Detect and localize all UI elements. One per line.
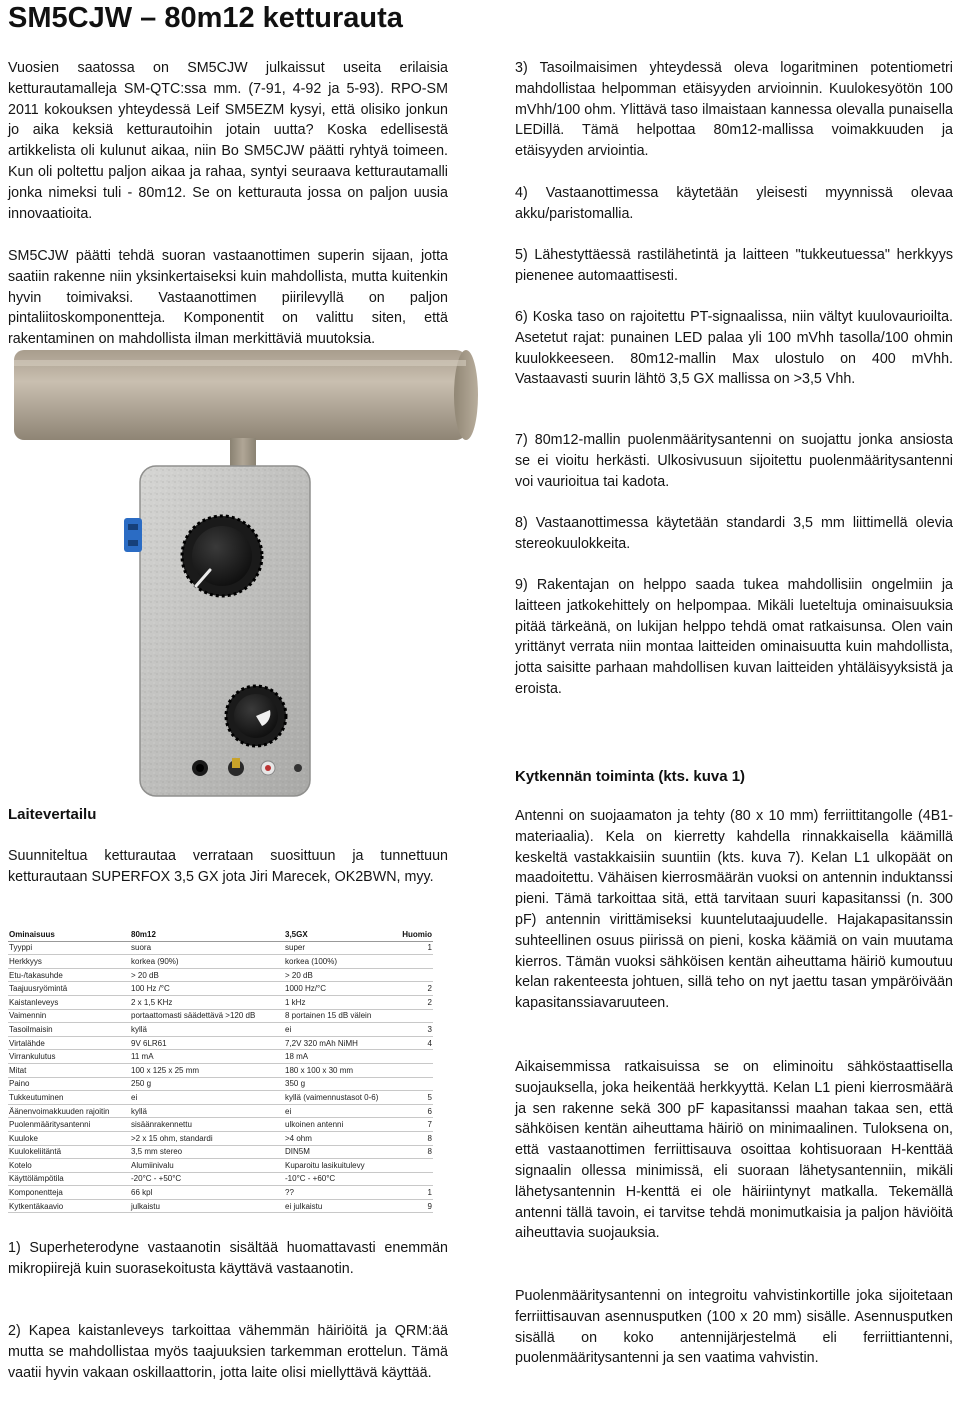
table-cell: 2 bbox=[396, 995, 433, 1009]
column-header: Huomio bbox=[396, 928, 433, 941]
table-cell: 1 kHz bbox=[284, 995, 396, 1009]
table-row bbox=[8, 1159, 433, 1173]
table-cell bbox=[396, 1077, 433, 1091]
circuit-paragraph-2: Aikaisemmissa ratkaisuissa se on eliminoitu sähköstaattisella suojauksella, joka heikentää herkkyyttä. Kelan L1 pieni kierrosmäärä ja sen rakenne sekä 300 pF kapasitanssi maahan takaa sen, että sähköisen kentän aiheuttama häiriö on minimaalinen. Tuloksena on, että vastaanottimen ferriittisauva osoittaa kohtisuoraan H-kenttää signaalin ollessa minimissä, eli suoraan lähetysantenniin, mikäli lähetysantennin H-kenttä ei ole häiriintynyt matkalla. Tekemällä antenni tällä tavoin, ei tarvitse tehdä monimutkaisia ja paljon häviöitä aiheuttavia suojauksia. bbox=[515, 1059, 953, 1242]
note-6: 6) Koska taso on rajoitettu PT-signaalissa, niin vältyt kuulovaurioilta. Asetetut rajat: punainen LED palaa yli 100 mVhh tasolla/100 ohmin kuulokkeeseen. 80m12-mallin Max ulostulo on 400 mVhh. Vastaavasti suurin lähtö 3,5 GX mallissa on >3,5 Vhh. bbox=[515, 309, 953, 388]
table-cell: 1 bbox=[396, 941, 433, 955]
table-cell: 3 bbox=[396, 1023, 433, 1037]
note-1: 1) Superheterodyne vastaanotin sisältää huomattavasti enemmän mikropiirejä kuin suorasekoitusta käyttävä vastaanotin. bbox=[8, 1240, 448, 1277]
table-cell: julkaistu bbox=[130, 1199, 284, 1213]
table-row bbox=[8, 1131, 433, 1145]
comparison-heading: Laitevertailu bbox=[8, 806, 97, 823]
circuit-paragraph-3: Puolenmääritysantenni on integroitu vahvistinkortille joka sijoitetaan ferriittisauvan asennusputken (100 x 20 mm) sisälle. Asennusputken sisällä on koko antennijärjestelmä eli ferriittiantenni, puolenmääritysantenni ja sen vaatima vahvistin. bbox=[515, 1288, 953, 1367]
table-cell: 8 bbox=[396, 1131, 433, 1145]
table-cell: 7,2V 320 mAh NiMH bbox=[284, 1036, 396, 1050]
table-cell: 2 x 1,5 KHz bbox=[130, 995, 284, 1009]
table-cell: Paino bbox=[8, 1077, 130, 1091]
note-7: 7) 80m12-mallin puolenmääritysantenni on suojattu jonka ansiosta se ei vioitu herkästi. Ulkosivusuun sijoitettu puolenmääritysantenni voi vaurioitua tai kadota. bbox=[515, 432, 953, 490]
receiver-paragraph: SM5CJW päätti tehdä suoran vastaanottimen superin sijaan, jotta saatiin rakenne niin yksinkertaiseksi kuin mahdollista, mutta kuitenkin hyvin toimivaksi. Vastaanottimen piirilevyllä on paljon pintaliitoskomponentteja. Komponentit on valittu siten, että rakentaminen on mahdollista ilman merkittäviä muutoksia. bbox=[8, 248, 448, 348]
table-cell: kyllä (vaimennustasot 0-6) bbox=[284, 1091, 396, 1105]
tube-mount bbox=[230, 438, 256, 470]
table-row bbox=[8, 1172, 433, 1186]
table-header-row bbox=[8, 928, 433, 941]
table-cell: >2 x 15 ohm, standardi bbox=[130, 1131, 284, 1145]
table-cell: 9V 6LR61 bbox=[130, 1036, 284, 1050]
table-row bbox=[8, 995, 433, 1009]
table-cell: 9 bbox=[396, 1199, 433, 1213]
intro-paragraph: Vuosien saatossa on SM5CJW julkaissut useita erilaisia ketturautamalleja SM-QTC:ssa mm. (7-91, 4-92 ja 5-93). RPO-SM 2011 kokouksen yhteydessä Leif SM5EZM kysyi, että olisiko jonkun jo aika keksiä ketturautoihin jotain uutta? Koska edellisestä artikkelista oli kulunut aikaa, niin Bo SM5CJW päätti ryhtyä toimeen. Kun oli poltettu paljon aikaa ja rahaa, syntyi seuraava ketturautamalli jonka nimeksi tuli - 80m12. Se on ketturauta jossa on paljon uusia innovaatioita. bbox=[8, 60, 448, 222]
table-cell: ei bbox=[130, 1091, 284, 1105]
table-cell: Tukkeutuminen bbox=[8, 1091, 130, 1105]
column-header: 80m12 bbox=[130, 928, 284, 941]
table-row bbox=[8, 941, 433, 955]
table-cell: -10°C - +60°C bbox=[284, 1172, 396, 1186]
table-cell: 8 portainen 15 dB välein bbox=[284, 1009, 396, 1023]
table-cell: Virtalähde bbox=[8, 1036, 130, 1050]
table-cell: Herkkyys bbox=[8, 955, 130, 969]
note-2: 2) Kapea kaistanleveys tarkoittaa vähemmän häiriöitä ja QRM:ää mutta se mahdollistaa myös taajuuksien tarkemman erottelun. Tämä vaatii hyvin vakaan oskillaattorin, jotta laite olisi miellyttävä käyttää. bbox=[8, 1323, 448, 1381]
table-cell: 3,5 mm stereo bbox=[130, 1145, 284, 1159]
table-row bbox=[8, 1186, 433, 1200]
table-cell: kyllä bbox=[130, 1023, 284, 1037]
table-cell: Äänenvoimakkuuden rajoitin bbox=[8, 1104, 130, 1118]
table-cell: sisäänrakennettu bbox=[130, 1118, 284, 1132]
table-cell: Kaistanleveys bbox=[8, 995, 130, 1009]
table-cell: 6 bbox=[396, 1104, 433, 1118]
table-row bbox=[8, 1118, 433, 1132]
column-header: 3,5GX bbox=[284, 928, 396, 941]
table-cell: 1000 Hz/°C bbox=[284, 982, 396, 996]
table-cell bbox=[396, 1063, 433, 1077]
table-cell: ulkoinen antenni bbox=[284, 1118, 396, 1132]
table-row bbox=[8, 1036, 433, 1050]
table-cell: Kotelo bbox=[8, 1159, 130, 1173]
table-cell: 11 mA bbox=[130, 1050, 284, 1064]
attenuator-knob bbox=[182, 516, 262, 596]
table-cell: Käyttölämpötila bbox=[8, 1172, 130, 1186]
table-cell: ?? bbox=[284, 1186, 396, 1200]
table-cell: 2 bbox=[396, 982, 433, 996]
table-cell: 7 bbox=[396, 1118, 433, 1132]
comparison-intro: Suunniteltua ketturautaa verrataan suosittuun ja tunnettuun ketturautaan SUPERFOX 3,5 GX jota Jiri Marecek, OK2BWN, myy. bbox=[8, 848, 448, 885]
table-cell: -20°C - +50°C bbox=[130, 1172, 284, 1186]
table-cell: Etu-/takasuhde bbox=[8, 968, 130, 982]
table-cell: Vaimennin bbox=[8, 1009, 130, 1023]
note-3: 3) Tasoilmaisimen yhteydessä oleva logaritminen potentiometri mahdollistaa helpomman etäisyyden arvioinnin. Kuulokesyötön 100 mVhh/100 ohm. Ylittävä taso ilmaistaan kannessa olevalla punaisella LEDillä. Tämä helpottaa 80m12-mallissa voimakkuuden ja etäisyyden arviointia. bbox=[515, 60, 953, 160]
column-header: Ominaisuus bbox=[8, 928, 130, 941]
table-row bbox=[8, 1091, 433, 1105]
note-4: 4) Vastaanottimessa käytetään yleisesti myynnissä olevaa akku/paristomallia. bbox=[515, 185, 953, 222]
table-cell: 18 mA bbox=[284, 1050, 396, 1064]
note-9: 9) Rakentajan on helppo saada tukea mahdollisiin ongelmiin ja laitteen jatkokehittely on helpompaa. Mikäli lueteltuja ominaisuuksia pitää tärkeänä, on lukijan helppo tehdä omat ratkaisunsa. Olen vain yrittänyt verrata niin montaa laitteiden ominaisuutta kuin mahdollista, jotta saisitte parhaan mahdollisen kuvan laitteiden yhtäläisyyksistä ja eroista. bbox=[515, 577, 953, 697]
table-cell: portaattomasti säädettävä >120 dB bbox=[130, 1009, 284, 1023]
table-cell: ei julkaistu bbox=[284, 1199, 396, 1213]
table-row bbox=[8, 1050, 433, 1064]
table-cell: 66 kpl bbox=[130, 1186, 284, 1200]
table-cell: 5 bbox=[396, 1091, 433, 1105]
table-cell: 1 bbox=[396, 1186, 433, 1200]
table-cell: Tyyppi bbox=[8, 941, 130, 955]
table-row bbox=[8, 955, 433, 969]
table-row bbox=[8, 1009, 433, 1023]
table-cell bbox=[396, 955, 433, 969]
table-cell: Mitat bbox=[8, 1063, 130, 1077]
table-cell: Tasoilmaisin bbox=[8, 1023, 130, 1037]
table-cell: korkea (90%) bbox=[130, 955, 284, 969]
circuit-heading: Kytkennän toiminta (kts. kuva 1) bbox=[515, 768, 746, 785]
table-cell: DIN5M bbox=[284, 1145, 396, 1159]
table-cell: Alumiinivalu bbox=[130, 1159, 284, 1173]
table-cell: >4 ohm bbox=[284, 1131, 396, 1145]
table-cell: kyllä bbox=[130, 1104, 284, 1118]
note-8: 8) Vastaanottimessa käytetään standardi 3,5 mm liittimellä olevia stereokuulokkeita. bbox=[515, 515, 953, 552]
antenna-tube bbox=[14, 350, 478, 440]
table-row bbox=[8, 1063, 433, 1077]
table-cell: suora bbox=[130, 941, 284, 955]
table-cell: Kytkentäkaavio bbox=[8, 1199, 130, 1213]
table-cell: Kuulokeliitäntä bbox=[8, 1145, 130, 1159]
table-cell bbox=[396, 968, 433, 982]
table-cell: ei bbox=[284, 1104, 396, 1118]
table-cell: korkea (100%) bbox=[284, 955, 396, 969]
table-cell: 4 bbox=[396, 1036, 433, 1050]
table-cell: 8 bbox=[396, 1145, 433, 1159]
table-cell: Kuuloke bbox=[8, 1131, 130, 1145]
table-row bbox=[8, 1077, 433, 1091]
table-cell: 180 x 100 x 30 mm bbox=[284, 1063, 396, 1077]
table-row bbox=[8, 1145, 433, 1159]
table-cell: 100 Hz /°C bbox=[130, 982, 284, 996]
table-cell: > 20 dB bbox=[284, 968, 396, 982]
circuit-paragraph-1: Antenni on suojaamaton ja tehty (80 x 10 mm) ferriittitangolle (4B1-materiaalia). Kela on kierretty kahdella rinnakkaisella käämillä keskeltä vastakkaisiin suuntiin (kts. kuva 7). Kelan L1 ulkopäät on maadoitettu. Vähäisen kierrosmäärän vuoksi on antennin induktanssi pieni. Tämä tarkoittaa sitä, että tarvitaan suuri kapasitanssi (n. 300 pF) antennin virittämiseksi kuuntelutaajuudelle. Hajakapasitanssin suhteellinen osuus piirissä on pieni, koska käämiä on vain muutama kierros. Tämän vuoksi sähköisen kentän aiheuttama häiriö kumoutuu kelan rakenteesta johtuen, sillä teho on nyt jaettu tasan ympäröivään kapasitanssiavaruuteen. bbox=[515, 808, 953, 1012]
table-cell: Puolenmääritysantenni bbox=[8, 1118, 130, 1132]
table-row bbox=[8, 982, 433, 996]
table-cell: Kuparoitu lasikuitulevy bbox=[284, 1159, 396, 1173]
side-connector bbox=[124, 518, 142, 552]
table-cell: > 20 dB bbox=[130, 968, 284, 982]
table-cell: 100 x 125 x 25 mm bbox=[130, 1063, 284, 1077]
table-cell bbox=[396, 1009, 433, 1023]
table-cell: Virrankulutus bbox=[8, 1050, 130, 1064]
table-cell: ei bbox=[284, 1023, 396, 1037]
table-cell bbox=[396, 1050, 433, 1064]
receiver-enclosure bbox=[140, 466, 310, 796]
table-cell: super bbox=[284, 941, 396, 955]
page-title: SM5CJW – 80m12 ketturauta bbox=[8, 2, 403, 34]
note-5: 5) Lähestyttäessä rastilähetintä ja laitteen "tukkeutuessa" herkkyys pienenee automaattisesti. bbox=[515, 247, 953, 284]
table-cell: Komponentteja bbox=[8, 1186, 130, 1200]
table-cell: 350 g bbox=[284, 1077, 396, 1091]
volume-knob bbox=[226, 686, 286, 746]
table-cell: Taajuusryömintä bbox=[8, 982, 130, 996]
table-row bbox=[8, 1104, 433, 1118]
table-row bbox=[8, 1023, 433, 1037]
table-cell: 250 g bbox=[130, 1077, 284, 1091]
device-photo bbox=[0, 348, 482, 808]
table-cell bbox=[396, 1172, 433, 1186]
comparison-table bbox=[8, 928, 433, 1213]
table-row bbox=[8, 968, 433, 982]
table-cell bbox=[396, 1159, 433, 1173]
table-row bbox=[8, 1199, 433, 1213]
